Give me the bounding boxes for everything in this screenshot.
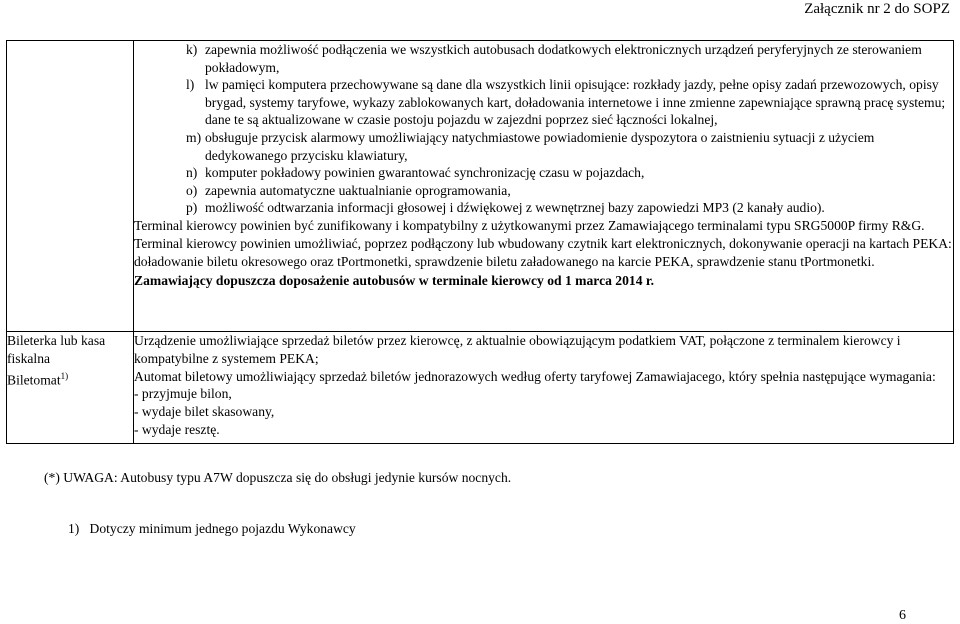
footnote: 1) Dotyczy minimum jednego pojazdu Wykonawcy xyxy=(68,521,356,536)
list-item-text: zapewnia możliwość podłączenia we wszystkich autobusach dodatkowych elektronicznych urządzeń peryferyjnych ze sterowaniem pokładowym, xyxy=(205,42,922,75)
terminal-requirements-cell xyxy=(134,41,954,332)
list-item-text: zapewnia automatyczne uaktualnianie oprogramowania, xyxy=(205,182,511,198)
list-item-text: możliwość odtwarzania informacji głosowej i dźwiękowej z wewnętrznej bazy zapowiedzi MP3 (2 kanały audio). xyxy=(205,200,825,216)
list-item-text: lw pamięci komputera przechowywane są dane dla wszystkich linii opisujące: rozkłady jazdy, pełne opisy zadań przewozowych, opisy brygad, systemy taryfowe, wykazy zablokowanych kart, doładowania internetowe i inne zmienne zapewniające sprawną pracę systemu; dane te są aktualizowane w czasie postoju pojazdu w zajezdni poprzez sieć łączności lokalnej, xyxy=(205,77,946,128)
footnote-ref: 1) xyxy=(60,370,69,381)
document-header: Załącznik nr 2 do SOPZ xyxy=(804,1,950,17)
requirement-line: - wydaje bilet skasowany, xyxy=(134,404,275,420)
list-item xyxy=(134,41,953,76)
warning-note: (*) UWAGA: Autobusy typu A7W dopuszcza się do obsługi jedynie kursów nocnych. xyxy=(44,470,512,485)
label-bileterka: Bileterka lub kasa fiskalna xyxy=(7,333,106,366)
paragraph-biletomat: Automat biletowy umożliwiający sprzedaż biletów jednorazowych według oferty taryfowej Zamawiajacego, który spełnia następujące wymagania: xyxy=(134,368,936,384)
requirement-line: - wydaje resztę. xyxy=(134,421,220,437)
device-description-cell xyxy=(134,332,954,444)
list-item-label: l) xyxy=(186,77,195,93)
list-item xyxy=(134,182,953,200)
list-item-label: m) xyxy=(186,129,202,145)
paragraph-terminal-compat: Terminal kierowcy powinien być zunifikowany i kompatybilny z użytkowanymi przez Zamawiającego terminalami typu SRG5000P firmy R&G. xyxy=(134,217,925,233)
table-row xyxy=(7,41,954,332)
list-item xyxy=(134,164,953,182)
paragraph-peka-operations: Terminal kierowcy powinien umożliwiać, poprzez podłączony lub wbudowany czytnik kart elektronicznych, dokonywanie operacji na kartach PEKA: doładowanie biletu okresowego oraz tPortmonetki, sprawdzenie biletu załadowanego na karcie PEKA, sprawdzenie stanu tPortmonetki. xyxy=(134,235,952,269)
list-item xyxy=(134,199,953,217)
requirements-table xyxy=(6,40,954,444)
device-label-cell xyxy=(7,332,134,444)
list-item-label: o) xyxy=(186,182,198,198)
table-row xyxy=(7,332,954,444)
paragraph-bileterka: Urządzenie umożliwiające sprzedaż biletów przez kierowcę, z aktualnie obowiązującym podatkiem VAT, połączone z terminalem kierowcy i kompatybilne z systemem PEKA; xyxy=(134,333,901,366)
list-item-label: n) xyxy=(186,165,198,181)
label-biletomat: Biletomat$^{1)}$ xyxy=(7,370,69,388)
list-item-label: k) xyxy=(186,42,198,57)
page-number: 6 xyxy=(899,608,906,623)
requirement-line: - przyjmuje bilon, xyxy=(134,386,232,402)
list-item-text: komputer pokładowy powinien gwarantować synchronizację czasu w pojazdach, xyxy=(205,165,645,181)
requirements-list xyxy=(134,41,953,217)
list-item-text: obsługuje przycisk alarmowy umożliwiający natychmiastowe powiadomienie dyspozytora o zaistnieniu sytuacji z użyciem dedykowanego przycisku klawiatury, xyxy=(205,129,875,163)
list-item-label: p) xyxy=(186,200,198,216)
empty-label-cell xyxy=(7,41,134,332)
list-item xyxy=(134,76,953,129)
list-item xyxy=(134,129,953,164)
paragraph-retrofit-note: Zamawiający dopuszcza doposażenie autobusów w terminale kierowcy od 1 marca 2014 r. xyxy=(134,273,655,289)
